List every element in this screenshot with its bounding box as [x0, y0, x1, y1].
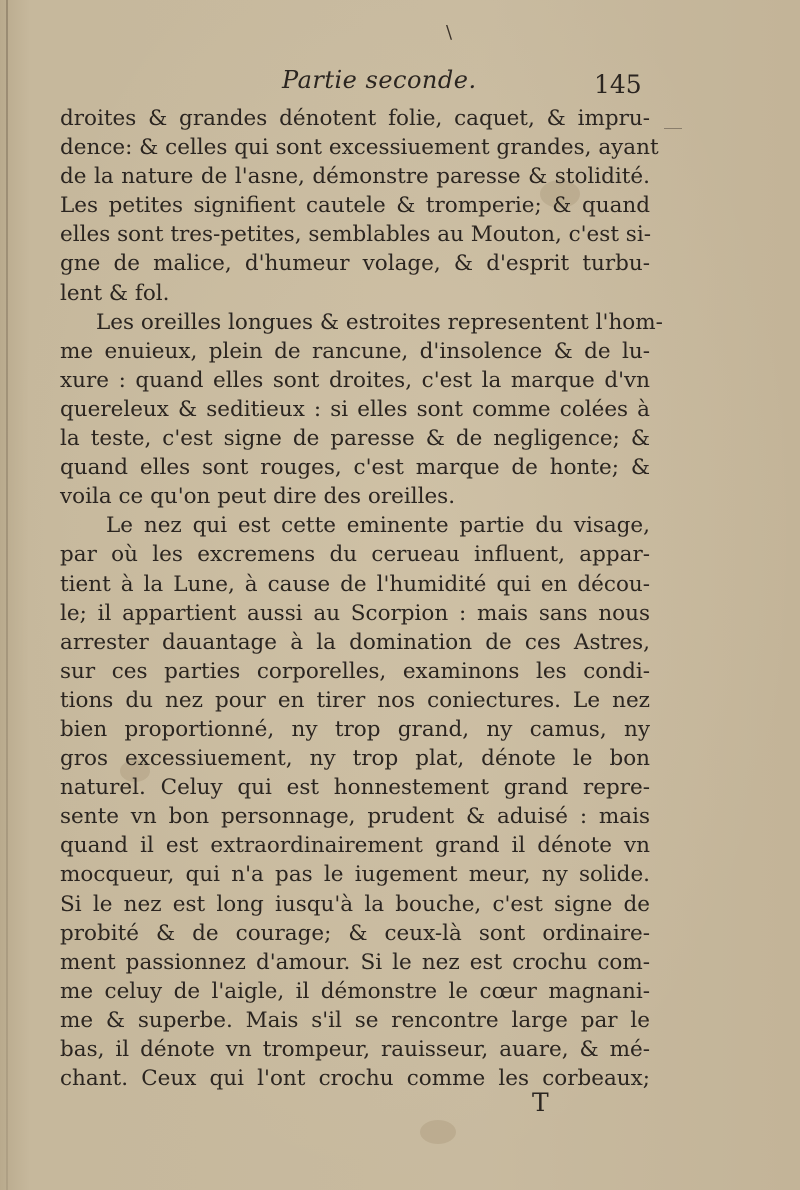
text-line: sur ces parties corporelles, examinons les condi- [60, 658, 650, 684]
text-line: me & superbe. Mais s'il se rencontre large par le [60, 1007, 650, 1033]
text-line: bien proportionné, ny trop grand, ny camus, ny [60, 716, 650, 742]
text-line: quand il est extraordinairement grand il dénote vn [60, 833, 650, 859]
body-text [60, 104, 663, 1093]
text-line: gros excessiuement, ny trop plat, dénote le bon [60, 746, 650, 772]
text-line: le; il appartient aussi au Scorpion : mais sans nous [60, 600, 650, 626]
text-line: mocqueur, qui n'a pas le iugement meur, ny solide. [60, 862, 650, 888]
margin-mark [664, 128, 682, 129]
text-line: elles sont tres-petites, semblables au Mouton, c'est si- [60, 222, 651, 248]
text-line: chant. Ceux qui l'ont crochu comme les corbeaux; [60, 1066, 650, 1092]
text-line: xure : quand elles sont droites, c'est la marque d'vn [60, 367, 650, 393]
text-line: voila ce qu'on peut dire des oreilles. [60, 484, 456, 510]
text-line: par où les excremens du cerueau influent, appar- [60, 542, 650, 568]
paper-stain [420, 1120, 456, 1144]
text-line: ment passionnez d'amour. Si le nez est crochu com- [60, 949, 650, 975]
top-mark: \ [446, 22, 453, 43]
text-line: tions du nez pour en tirer nos coniectures. Le nez [60, 687, 650, 713]
text-line: bas, il dénote vn trompeur, rauisseur, auare, & mé- [60, 1037, 650, 1062]
text-line: gne de malice, d'humeur volage, & d'esprit turbu- [60, 251, 650, 277]
text-line: probité & de courage; & ceux-là sont ordinaire- [60, 920, 650, 946]
text-line: Si le nez est long iusqu'à la bouche, c'est signe de [60, 891, 650, 917]
page-header [60, 64, 660, 104]
text-line: sente vn bon personnage, prudent & aduisé : mais [60, 804, 650, 830]
page-number: 145 [594, 70, 642, 99]
paragraph-first-line: Le nez qui est cette eminente partie du visage, [106, 513, 650, 539]
text-line: dence: & celles qui sont excessiuement grandes, ayant [60, 135, 659, 161]
text-line: de la nature de l'asne, démonstre paresse & stolidité. [60, 164, 650, 190]
text-line: me celuy de l'aigle, il démonstre le cœur magnani- [60, 978, 650, 1004]
text-line: arrester dauantage à la domination de ces Astres, [60, 629, 650, 655]
text-line: tient à la Lune, à cause de l'humidité qui en décou- [60, 571, 650, 597]
text-line: quand elles sont rouges, c'est marque de honte; & [60, 455, 650, 481]
text-line: la teste, c'est signe de paresse & de negligence; & [60, 426, 650, 452]
paragraph-first-line: Les oreilles longues & estroites representent l'hom- [96, 309, 663, 335]
signature-mark: T [532, 1088, 549, 1117]
running-head: Partie seconde. [282, 66, 477, 94]
page-edge-shadow [6, 0, 8, 1190]
text-line: me enuieux, plein de rancune, d'insolence & de lu- [60, 338, 650, 364]
text-line: Les petites signifient cautele & tromperie; & quand [60, 193, 650, 219]
text-line: droites & grandes dénotent folie, caquet, & impru- [60, 106, 650, 131]
text-line: quereleux & seditieux : si elles sont comme colées à [60, 396, 650, 422]
text-line: naturel. Celuy qui est honnestement grand repre- [60, 775, 650, 801]
text-line: lent & fol. [60, 280, 170, 306]
